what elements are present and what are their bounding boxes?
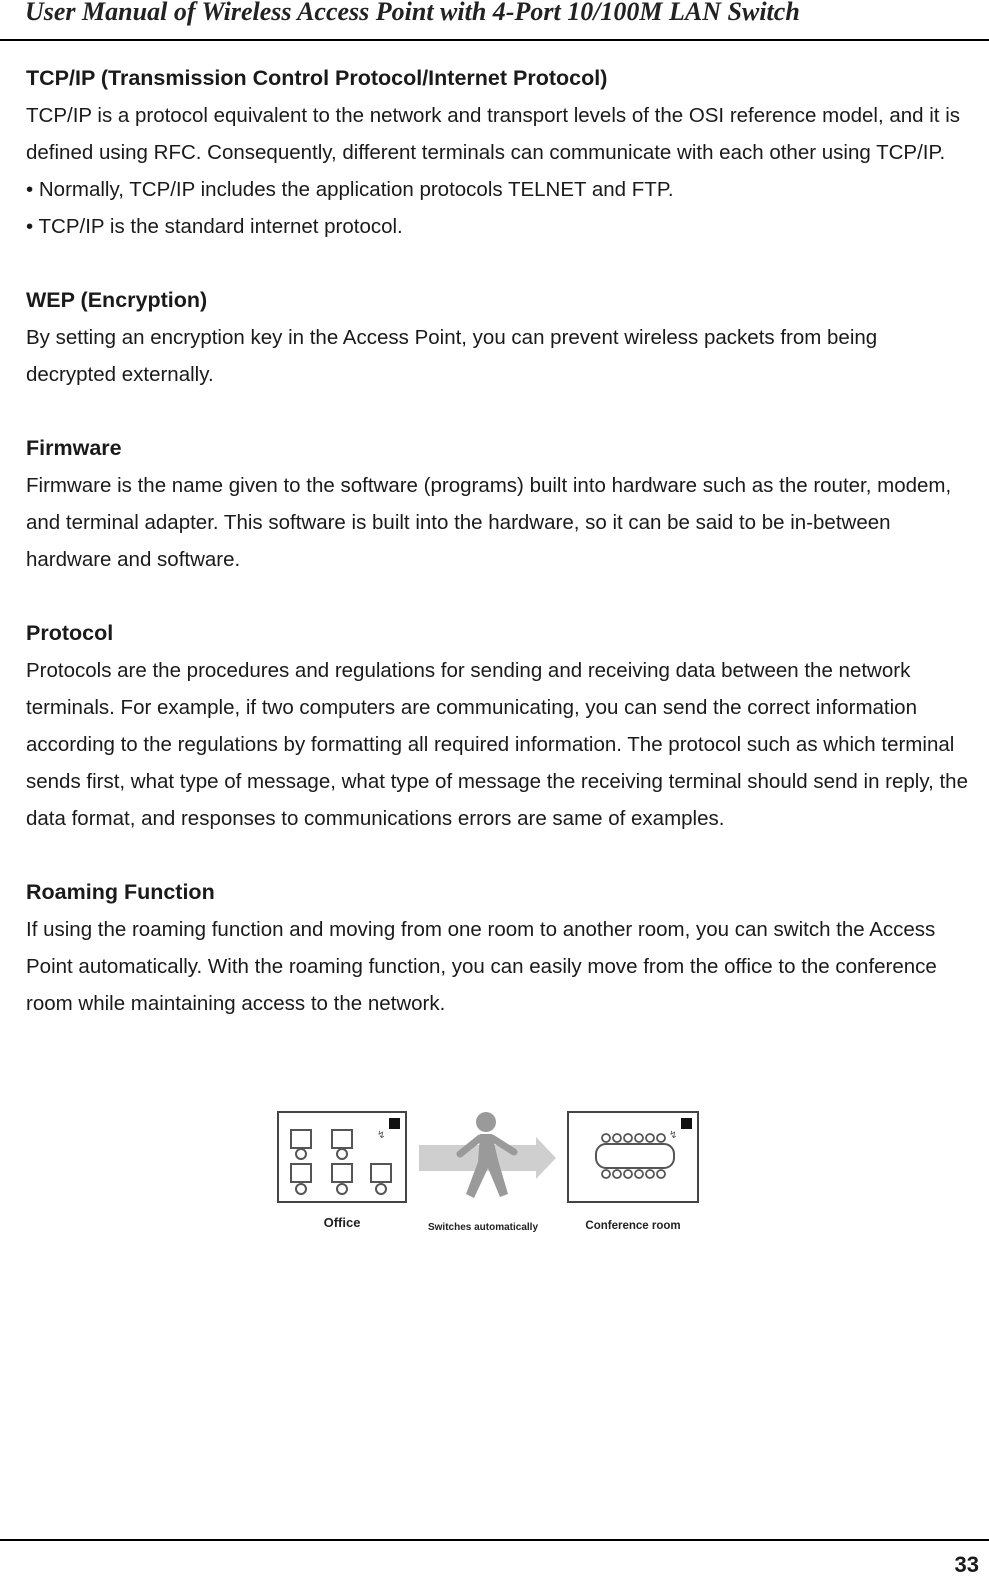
svg-text:↯: ↯ [669, 1130, 678, 1141]
conference-label: Conference room [585, 1220, 681, 1232]
section-body: TCP/IP is a protocol equivalent to the network and transport levels of the OSI reference model, and it is defined using RFC. Consequently, different terminals can communicate with each other using TCP/IP. [26, 104, 961, 164]
svg-text:↯: ↯ [377, 1130, 386, 1141]
roaming-figure [276, 1110, 706, 1245]
section-wep [26, 282, 971, 393]
section-body: If using the roaming function and moving from one room to another room, you can switch the Access Point automatically. With the roaming function, you can easily move from the office to the conference room while maintaining access to the network. [26, 918, 937, 1015]
section-firmware [26, 430, 971, 578]
conference-room [568, 1112, 698, 1202]
header-rule [0, 39, 989, 41]
section-heading: Roaming Function [26, 880, 215, 904]
section-body: By setting an encryption key in the Access Point, you can prevent wireless packets from being decrypted externally. [26, 326, 878, 386]
office-label: Office [323, 1215, 361, 1230]
section-heading: WEP (Encryption) [26, 288, 208, 312]
section-roaming [26, 874, 971, 1022]
bullet-item: • TCP/IP is the standard internet protocol. [26, 215, 403, 238]
footer-rule [0, 1539, 989, 1541]
section-body: Protocols are the procedures and regulations for sending and receiving data between the network terminals. For example, if two computers are communicating, you can send the correct information according to the regulations by formatting all required information. The protocol such as which terminal sends first, what type of message, what type of message the receiving terminal should send in reply, the data format, and responses to communications errors are same of examples. [26, 659, 968, 830]
switch-label: Switches automatically [427, 1222, 539, 1233]
office-room [278, 1112, 406, 1202]
page-number: 33 [954, 1552, 979, 1577]
page-header-title: User Manual of Wireless Access Point with 4-Port 10/100M LAN Switch [25, 0, 800, 26]
bullet-item: • Normally, TCP/IP includes the application protocols TELNET and FTP. [26, 178, 674, 201]
section-protocol [26, 615, 971, 837]
section-heading: TCP/IP (Transmission Control Protocol/Internet Protocol) [26, 66, 608, 90]
section-tcpip [26, 60, 971, 245]
page-content [26, 60, 971, 1059]
section-heading: Firmware [26, 436, 122, 460]
roaming-illustration [276, 1110, 706, 1245]
section-body: Firmware is the name given to the software (programs) built into hardware such as the router, modem, and terminal adapter. This software is built into the hardware, so it can be said to be in-between hardware and software. [26, 474, 952, 571]
section-heading: Protocol [26, 621, 114, 645]
